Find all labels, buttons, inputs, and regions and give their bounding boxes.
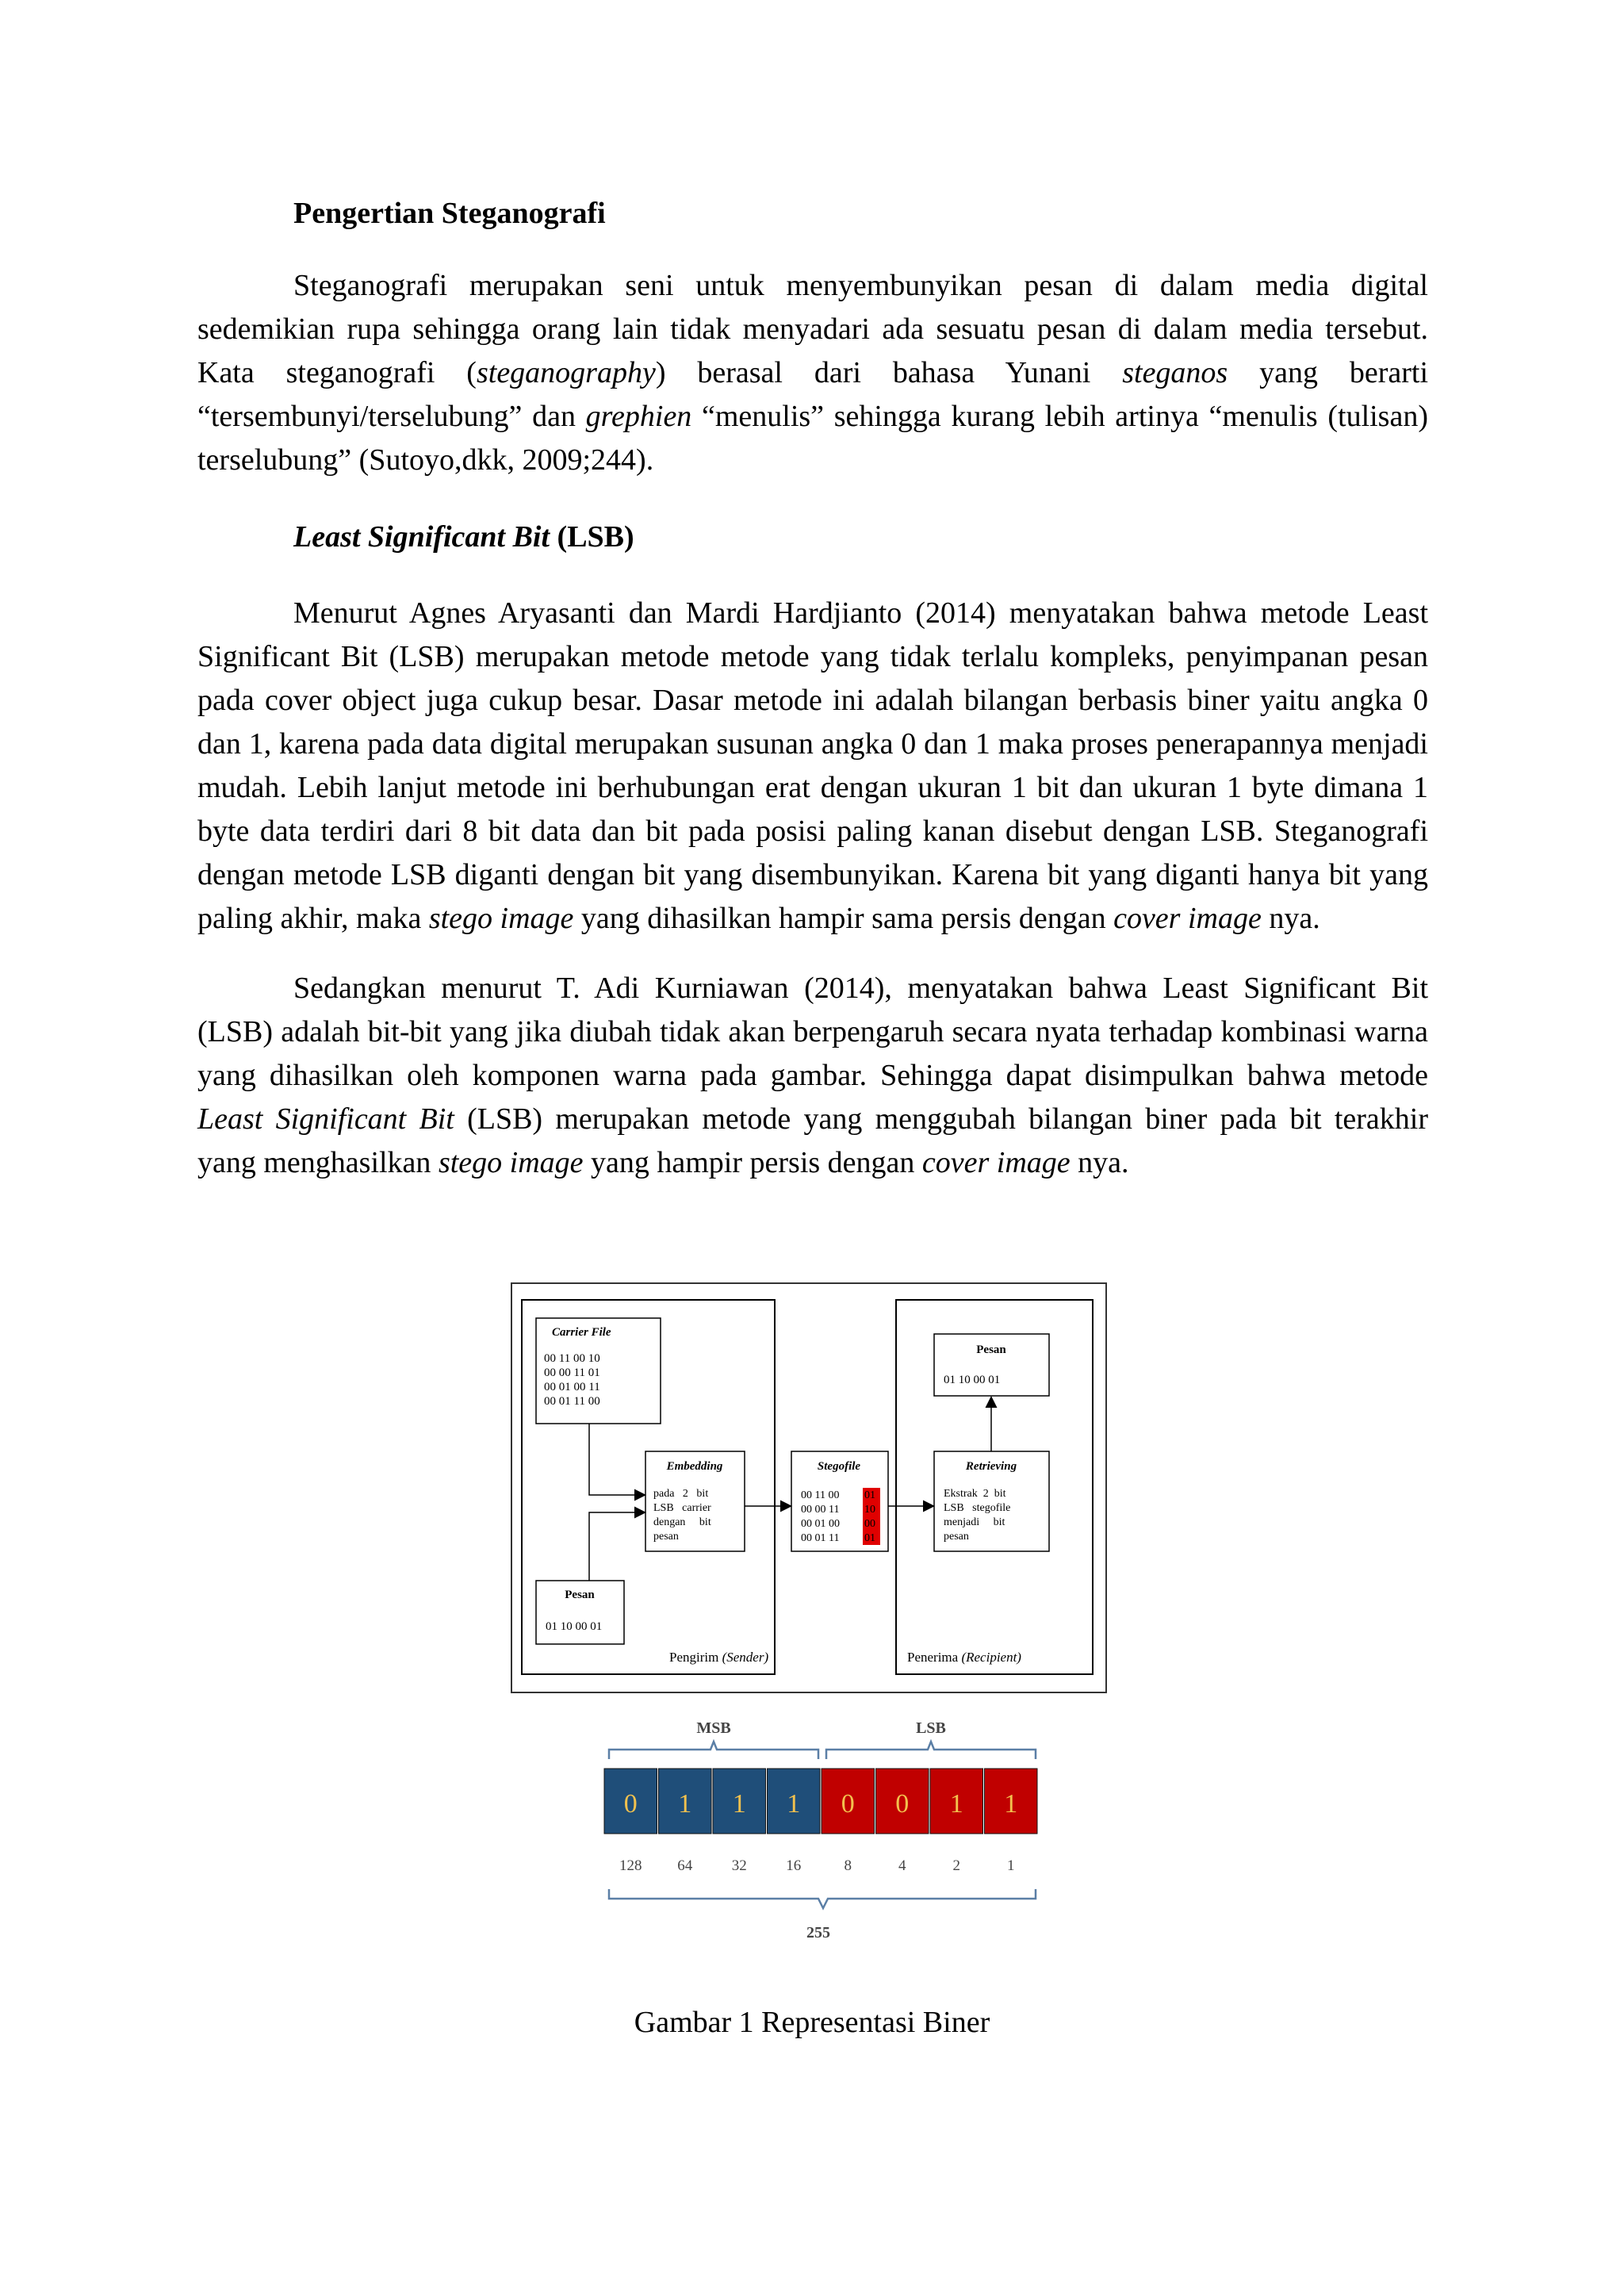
embedding-line: pada 2 bit [653,1488,709,1500]
pesan-recipient-title: Pesan [976,1343,1006,1356]
bit-value: 0 [895,1789,910,1819]
bit-weight: 64 [677,1857,693,1874]
heading-least-significant-bit [197,516,1428,559]
bit-cell [604,1769,657,1834]
paragraph-lsb-2 [197,967,1428,1185]
italic-term: steganos [1122,356,1228,389]
sender-label-italic: (Sender) [722,1650,769,1665]
bit-cell [659,1769,712,1834]
heading-rest-part: (LSB) [550,520,634,554]
text-run: nya. [1261,902,1320,935]
text-run: Menurut Agnes Aryasanti dan Mardi Hardjianto (2014) menyatakan bahwa metode Least Significant Bit (LSB) merupakan metode metode yang tidak terlalu kompleks, penyimpanan pesan pada cover object juga cukup besar. Dasar metode ini adalah bilangan berbasis biner yaitu angka 0 dan 1, karena pada data digital merupakan susunan angka 0 dan 1 maka proses penerapannya menjadi mudah. Lebih lanjut metode ini berhubungan erat dengan ukuran 1 bit dan ukuran 1 byte dimana 1 byte data terdiri dari 8 bit data dan bit pada posisi paling kanan disebut dengan LSB. Steganografi dengan metode LSB diganti dengan bit yang disembunyikan. Karena bit yang diganti hanya bit yang paling akhir, maka [197,596,1428,935]
figure-caption: Gambar 1 Representasi Biner [634,2006,990,2039]
bit-weight: 8 [844,1857,852,1874]
binary-representation-figure [603,1713,1047,1951]
retrieving-line: Ekstrak 2 bit [944,1488,1006,1500]
retrieving-line: pesan [944,1531,969,1543]
pesan-sender-value: 01 10 00 01 [546,1620,603,1633]
paragraph-steganografi [197,264,1428,482]
recipient-label [907,1650,1021,1665]
stegofile-line: 00 00 11 [801,1504,840,1516]
bit-weight: 1 [1007,1857,1015,1874]
bit-value: 1 [787,1789,801,1819]
italic-term: Least Significant Bit [197,1102,454,1136]
embedding-line: pesan [653,1531,679,1543]
text-run: “menulis” sehingga kurang lebih artinya “menulis (tulisan) terselubung” (Sutoyo,dkk, 2009;244). [197,400,1428,477]
msb-label: MSB [696,1719,731,1737]
bit-cell [713,1769,766,1834]
text-run: nya. [1070,1146,1129,1179]
retrieving-title: Retrieving [965,1460,1017,1473]
steganography-diagram [511,1282,1107,1693]
retrieving-box [934,1451,1049,1551]
stegofile-box [791,1451,888,1551]
text-run: yang berarti “tersembunyi/terselubung” dan [197,356,1429,433]
text-run: yang hampir persis dengan [583,1146,922,1179]
heading-pengertian-steganografi: Pengertian Steganografi [293,197,606,230]
italic-term: cover image [921,1146,1071,1179]
pesan-sender-title: Pesan [565,1589,595,1601]
bit-value: 0 [841,1789,855,1819]
lsb-label: LSB [916,1719,946,1737]
bit-weight: 16 [786,1857,802,1874]
lsb-brace [826,1742,1036,1759]
bit-weight: 128 [619,1857,642,1874]
stegofile-lsb-bits: 01 [864,1532,875,1544]
section-steganografi [197,192,1428,482]
recipient-label-italic: (Recipient) [961,1650,1021,1665]
retrieving-line: menjadi bit [944,1516,1005,1528]
bit-cell [876,1769,929,1834]
stegofile-line: 00 11 00 [801,1489,840,1501]
bit-value: 1 [732,1789,746,1819]
bit-cell [930,1769,983,1834]
stegofile-line: 00 01 00 [801,1518,840,1530]
stegofile-lsb-bits: 01 [864,1489,875,1501]
italic-term: steganography [476,356,656,389]
bit-value: 1 [949,1789,963,1819]
carrier-line: 00 11 00 10 [544,1352,600,1365]
carrier-line: 00 01 11 00 [544,1395,600,1408]
embedding-line: LSB carrier [653,1502,711,1514]
text-run: yang dihasilkan hampir sama persis dengan [573,902,1114,935]
bit-cell [985,1769,1038,1834]
bit-cell [768,1769,821,1834]
bit-value: 1 [678,1789,692,1819]
carrier-file-title: Carrier File [552,1326,611,1339]
stegofile-line: 00 01 11 [801,1532,840,1544]
pesan-sender-box [536,1581,624,1644]
sender-label-text: Pengirim [669,1650,719,1665]
pesan-recipient-value: 01 10 00 01 [944,1374,1001,1386]
bit-value: 0 [623,1789,638,1819]
paragraph-lsb-1 [197,592,1428,941]
embedding-line: dengan bit [653,1516,711,1528]
carrier-line: 00 01 00 11 [544,1381,600,1393]
embedding-box [645,1451,745,1551]
text-run: ) berasal dari bahasa Yunani [655,356,1123,389]
bit-cells [604,1769,1037,1834]
bit-weight: 2 [952,1857,960,1874]
bit-cell [822,1769,875,1834]
stegofile-lsb-bits: 10 [864,1504,875,1516]
heading-italic-part: Least Significant Bit [293,520,550,554]
total-value: 255 [806,1924,830,1941]
bit-value: 1 [1004,1789,1018,1819]
retrieving-line: LSB stegofile [944,1502,1011,1514]
italic-term: stego image [438,1146,584,1179]
text-run: Steganografi merupakan seni untuk menyembunyikan pesan di dalam media digital sedemikian rupa sehingga orang lain tidak menyadari ada sesuatu pesan di dalam media tersebut. Kata steganografi ( [197,269,1428,389]
sender-label [669,1650,768,1665]
section-lsb [197,516,1428,1185]
text-run: (LSB) merupakan metode yang menggubah bilangan biner pada bit terakhir yang menghasilkan [197,1102,1429,1179]
text-run: Sedangkan menurut T. Adi Kurniawan (2014), menyatakan bahwa Least Significant Bit (LSB) adalah bit-bit yang jika diubah tidak akan berpengaruh secara nyata terhadap kombinasi warna yang dihasilkan oleh komponen warna pada gambar. Sehingga dapat disimpulkan bahwa metode [197,972,1428,1092]
total-brace [609,1889,1036,1908]
msb-brace [609,1742,818,1759]
bit-weight: 32 [731,1857,747,1874]
italic-term: grephien [585,400,692,433]
recipient-label-text: Penerima [907,1650,959,1665]
embedding-title: Embedding [666,1460,723,1473]
pesan-recipient-box [934,1334,1049,1396]
carrier-file-box [536,1318,661,1424]
stegofile-lsb-bits: 00 [864,1518,875,1530]
italic-term: stego image [428,902,574,935]
bit-weights [619,1857,1015,1874]
italic-term: cover image [1113,902,1262,935]
bit-weight: 4 [898,1857,906,1874]
stegofile-title: Stegofile [817,1460,861,1473]
carrier-line: 00 00 11 01 [544,1366,600,1379]
